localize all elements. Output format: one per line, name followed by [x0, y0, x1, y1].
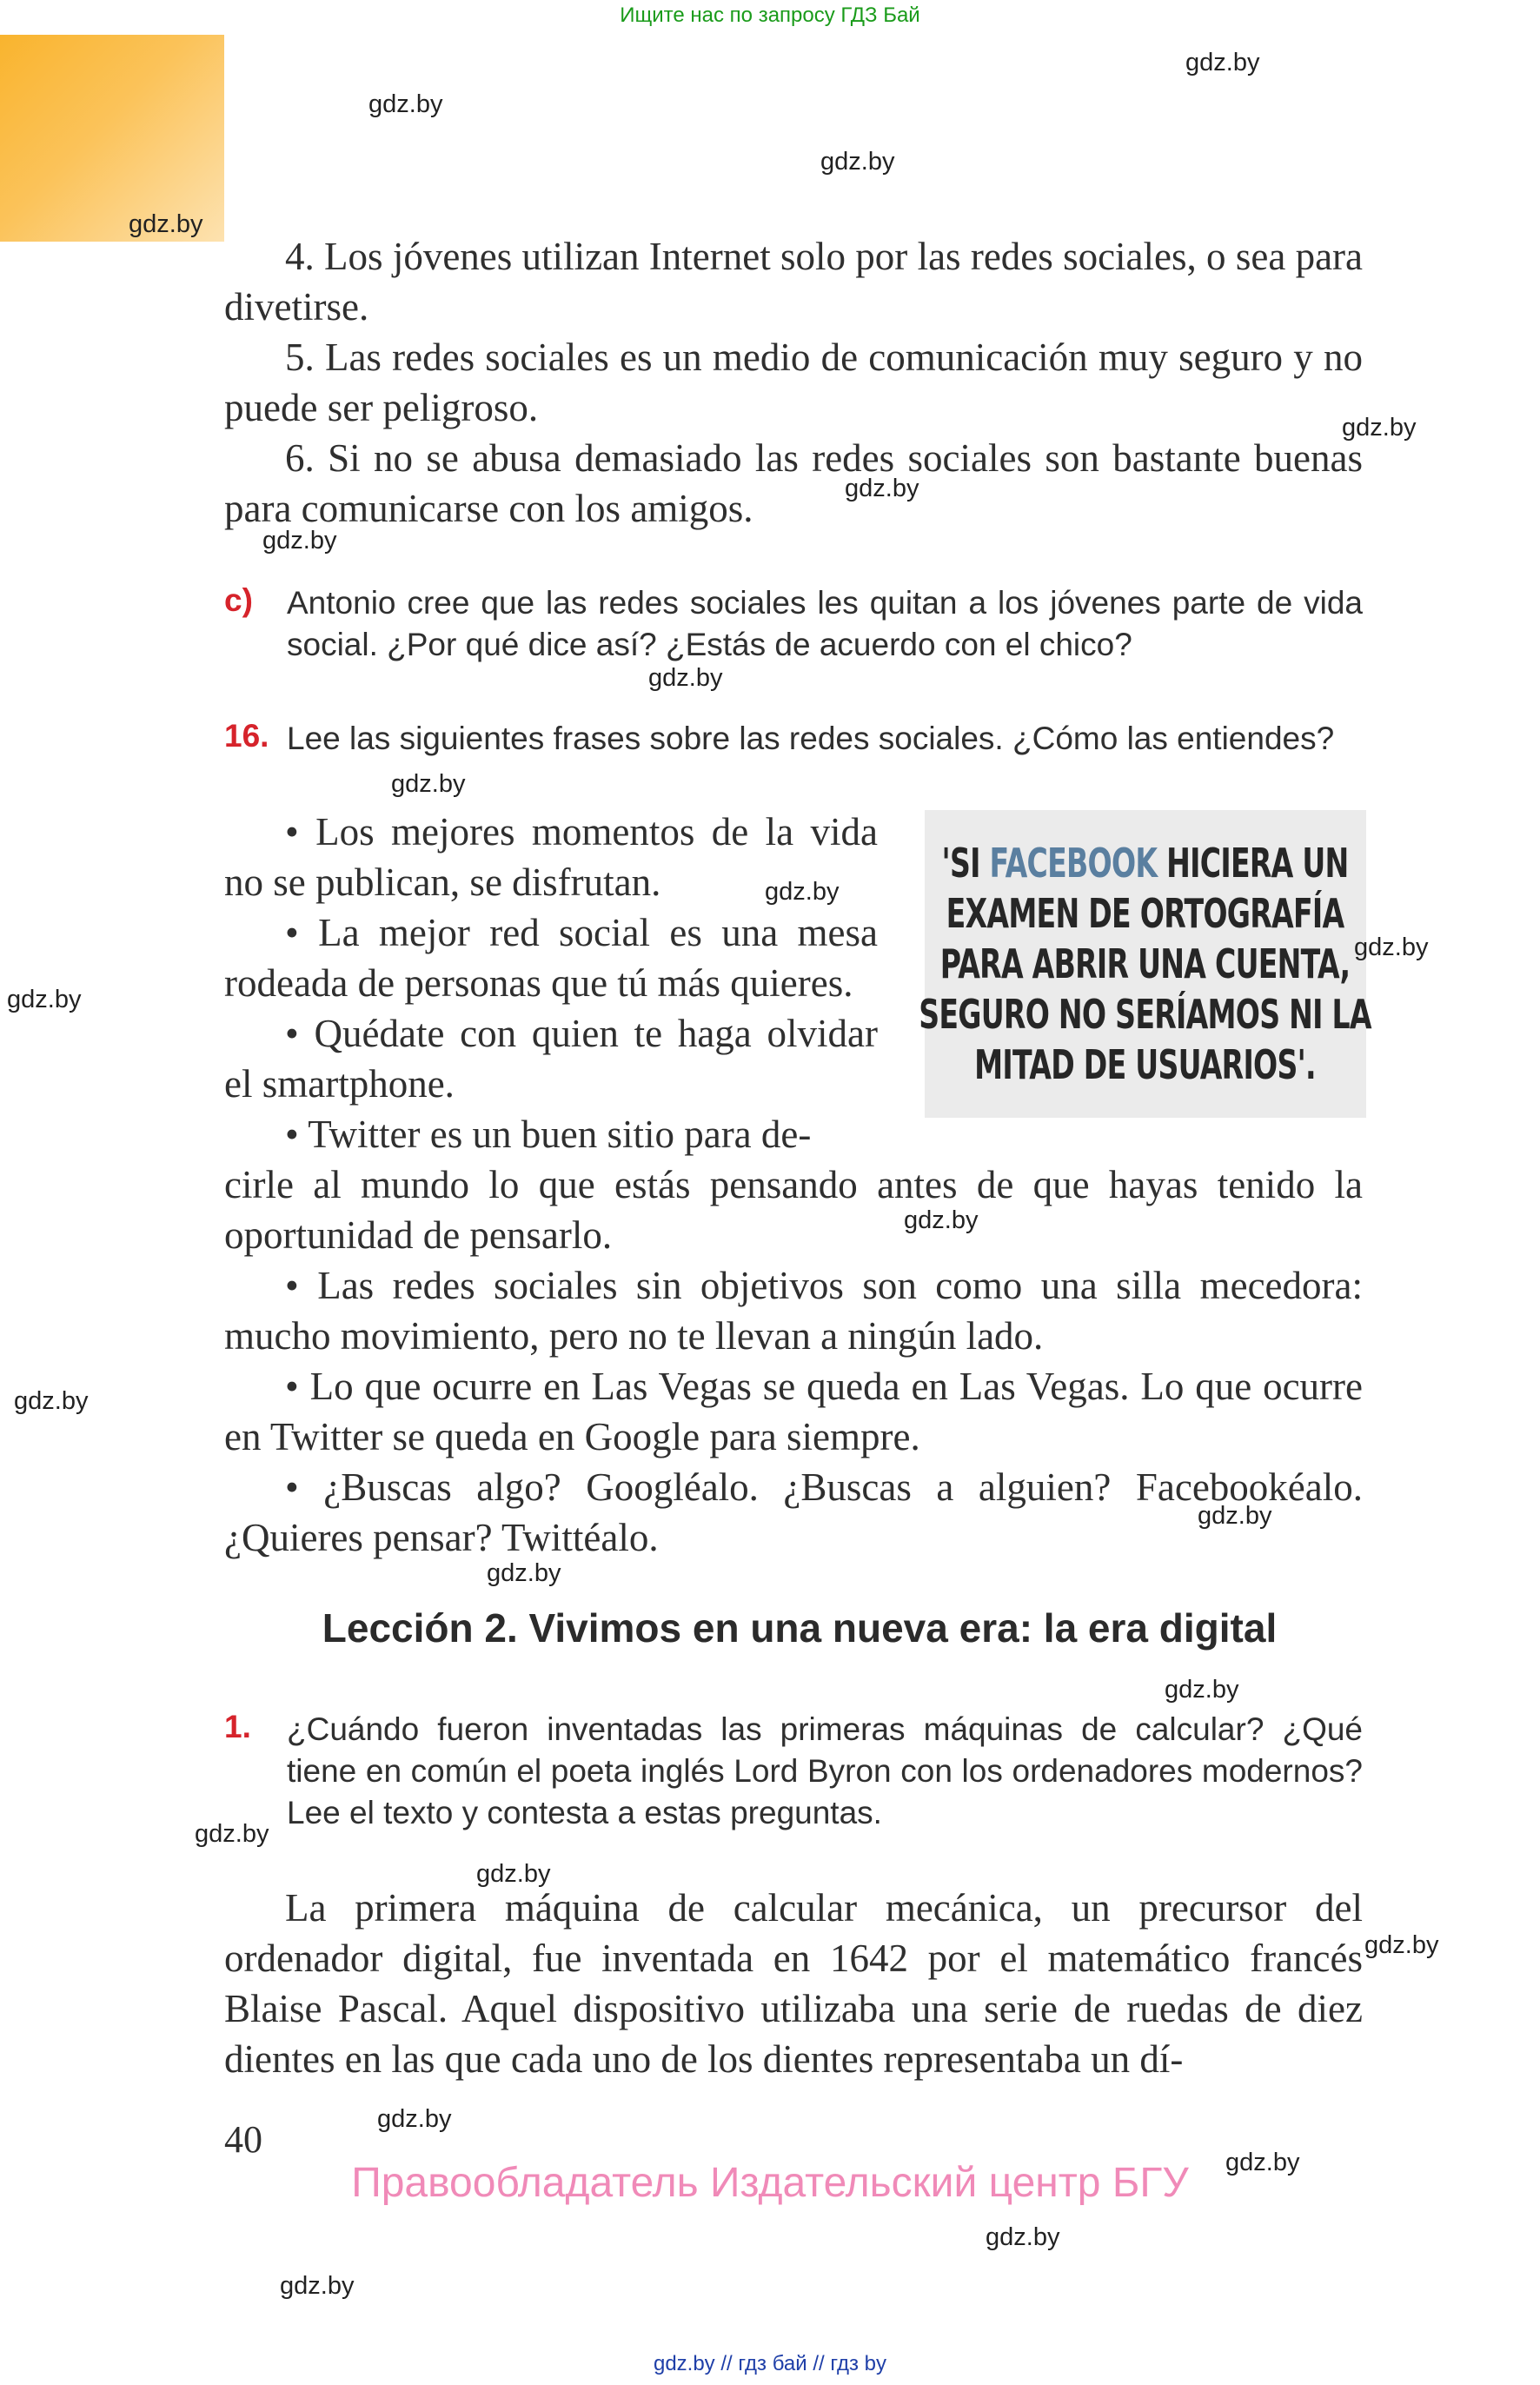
watermark: gdz.by — [1364, 1931, 1439, 1959]
quotes-full-column — [224, 1159, 1363, 1563]
footer-links[interactable]: gdz.by // гдз бай // гдз by — [653, 2352, 887, 2375]
facebook-word: FACEBOOK — [989, 840, 1158, 887]
task-c-label: c) — [224, 582, 253, 618]
watermark: gdz.by — [986, 2223, 1060, 2251]
statement-5: 5. Las redes sociales es un medio de comunicación muy seguro y no puede ser peligroso. — [224, 335, 1363, 429]
quote-item: • ¿Buscas algo? Googléalo. ¿Buscas a alguien? Facebookéalo. ¿Quieres pensar? Twittéalo. — [224, 1465, 1363, 1559]
watermark: gdz.by — [1225, 2149, 1300, 2176]
watermark: gdz.by — [820, 148, 895, 176]
quote-item: • Quédate con quien te haga olvidar el smartphone. — [224, 1012, 878, 1106]
quote-item: • Las redes sociales sin objetivos son como una silla mecedora: mucho movimiento, pero no te llevan a ningún lado. — [224, 1264, 1363, 1358]
quote-item: • Lo que ocurre en Las Vegas se queda en Las Vegas. Lo que ocurre en Twitter se queda en Google para siempre. — [224, 1365, 1363, 1458]
watermark: gdz.by — [904, 1206, 979, 1234]
facebook-quote-text: 'SI FACEBOOK HICIERA UN EXAMEN DE ORTOGRAFÍA PARA ABRIR UNA CUENTA, SEGURO NO SERÍAMOS NI LA MITAD DE USUARIOS'. — [919, 840, 1372, 1088]
watermark: gdz.by — [1165, 1676, 1239, 1704]
watermark: gdz.by — [1342, 414, 1417, 442]
task-16-text: Lee las siguientes frases sobre las redes sociales. ¿Cómo las entiendes? — [287, 721, 1335, 756]
watermark: gdz.by — [487, 1559, 561, 1587]
watermark: gdz.by — [476, 1860, 551, 1888]
task-16-label: 16. — [224, 718, 269, 754]
task-1-label: 1. — [224, 1709, 251, 1744]
watermark: gdz.by — [1354, 933, 1429, 961]
statement-4: 4. Los jóvenes utilizan Internet solo por las redes sociales, o sea para divetirse. — [224, 235, 1363, 329]
task-c-text: Antonio cree que las redes sociales les quitan a los jóvenes parte de vida social. ¿Por qué dice así? ¿Estás de acuerdo con el chico? — [287, 585, 1363, 662]
quote-twitter-rest: cirle al mundo lo que estás pensando antes de que hayas tenido la oportunidad de pensarlo. — [224, 1163, 1363, 1257]
watermark: gdz.by — [377, 2105, 452, 2133]
watermark: gdz.by — [368, 90, 443, 118]
watermark: gdz.by — [845, 475, 919, 502]
watermark: gdz.by — [648, 664, 723, 692]
watermark: gdz.by — [1185, 49, 1260, 76]
watermark: gdz.by — [14, 1387, 89, 1415]
watermark: gdz.by — [1198, 1502, 1272, 1530]
reading-text — [224, 1883, 1363, 2084]
quote-twitter-start: • Twitter es un buen sitio para de- — [285, 1113, 812, 1156]
statements-list — [224, 231, 1363, 534]
watermark: gdz.by — [262, 527, 337, 555]
watermark: gdz.by — [280, 2272, 355, 2300]
watermark: gdz.by — [391, 770, 466, 798]
statement-6: 6. Si no se abusa demasiado las redes sociales son bastante buenas para comunicarse con los amigos. — [224, 436, 1363, 530]
quotes-side-column — [224, 807, 878, 1159]
quote-item: • Los mejores momentos de la vida no se publican, se disfrutan. — [224, 810, 878, 904]
facebook-quote-image — [919, 810, 1372, 1118]
watermark: gdz.by — [129, 210, 203, 238]
task-1-text: ¿Cuándo fueron inventadas las primeras máquinas de calcular? ¿Qué tiene en común el poeta inglés Lord Byron con los ordenadores modernos? Lee el texto y contesta a estas preguntas. — [287, 1711, 1363, 1830]
copyright-notice: Правообладатель Издательский центр БГУ — [351, 2160, 1189, 2206]
quote-item: • La mejor red social es una mesa rodeada de personas que tú más quieres. — [224, 911, 878, 1005]
watermark: gdz.by — [765, 878, 840, 906]
reading-paragraph: La primera máquina de calcular mecánica, un precursor del ordenador digital, fue inventada en 1642 por el matemático francés Blaise Pascal. Aquel dispositivo utilizaba una serie de ruedas de diez dientes en las que cada uno de los dientes representaba un dí- — [224, 1886, 1363, 2081]
lesson-title: Lección 2. Vivimos en una nueva era: la era digital — [322, 1605, 1278, 1651]
watermark: gdz.by — [7, 986, 82, 1013]
page-number: 40 — [224, 2118, 262, 2161]
top-banner[interactable]: Ищите нас по запросу ГДЗ Бай — [620, 3, 920, 27]
watermark: gdz.by — [195, 1820, 269, 1848]
